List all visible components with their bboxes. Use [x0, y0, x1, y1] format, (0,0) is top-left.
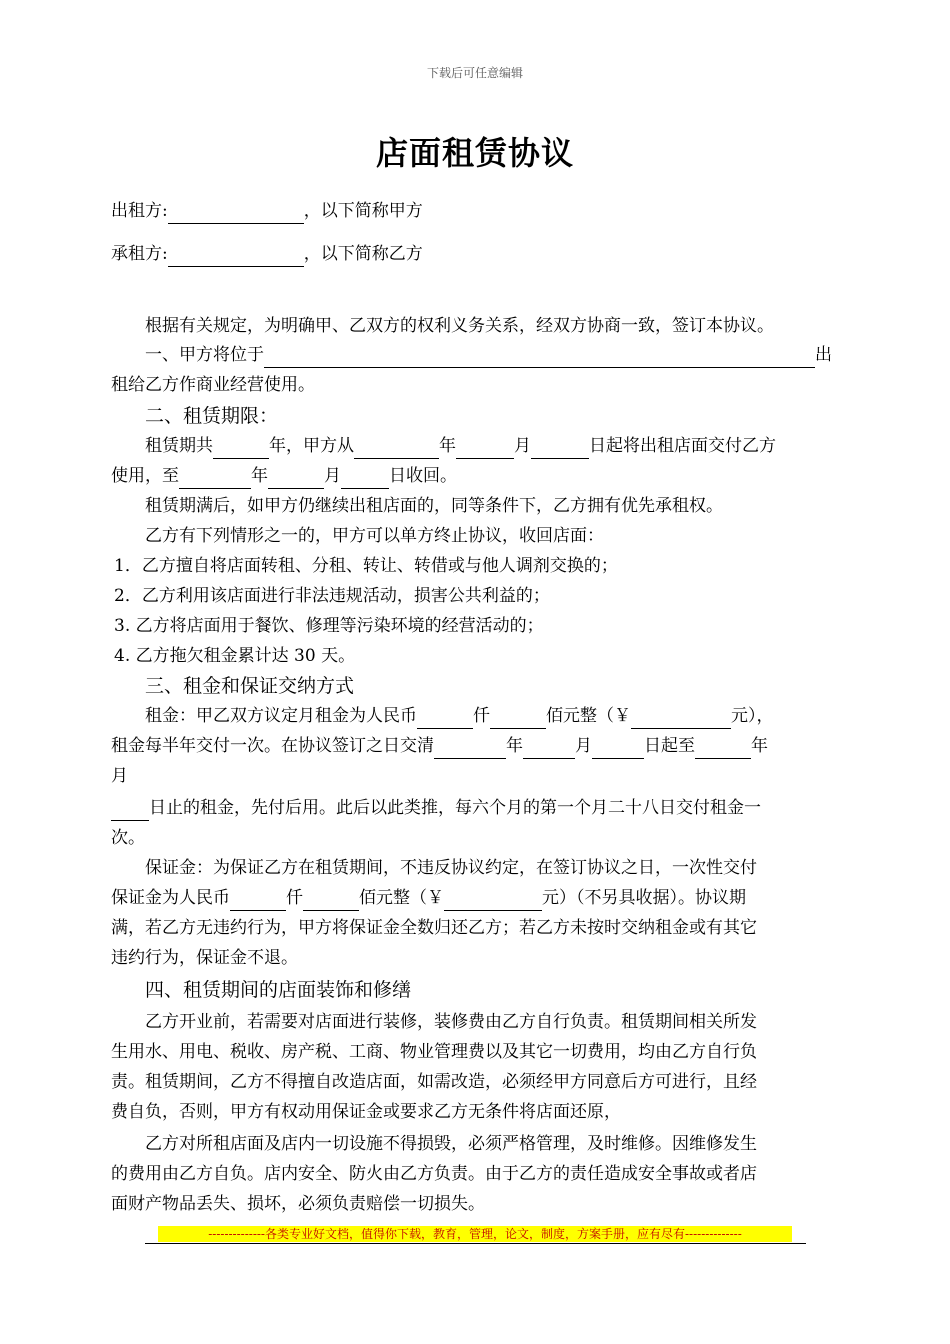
termination-item: 4. 乙方拖欠租金累计达 30 天。: [114, 646, 356, 666]
section4-heading: 四、租赁期间的店面装饰和修缮: [145, 979, 412, 1001]
renovation-line1: 乙方开业前，若需要对店面进行装修，装修费由乙方自行负责。租赁期间相关所发: [145, 1012, 757, 1032]
renovation-line2: 生用水、用电、税收、房产税、工商、物业管理费以及其它一切费用，均由乙方自行负: [111, 1042, 757, 1062]
lessor-suffix: ，以下简称甲方: [303, 201, 423, 221]
rent-text: 月: [575, 736, 592, 756]
rent-text: 租金：甲乙双方议定月租金为人民币: [145, 706, 417, 726]
header-note: 下载后可任意编辑: [426, 66, 523, 80]
end-day-blank[interactable]: [341, 468, 389, 489]
end-month-blank[interactable]: [268, 468, 324, 489]
termination-item: 3. 乙方将店面用于餐饮、修理等污染环境的经营活动的；: [114, 616, 544, 636]
termination-item: 2．乙方利用该店面进行非法违规活动，损害公共利益的；: [114, 586, 550, 606]
lessee-label: 承租方:: [111, 244, 168, 264]
rent-month-blank[interactable]: [523, 738, 575, 759]
section1-line: [145, 342, 832, 368]
section1-continuation: 租给乙方作商业经营使用。: [111, 375, 315, 395]
maintenance-line3: 面财产物品丢失、损坏，必须负责赔偿一切损失。: [111, 1194, 485, 1214]
intro-paragraph: 根据有关规定，为明确甲、乙双方的权利义务关系，经双方协商一致，签订本协议。: [145, 316, 774, 336]
rent-year-blank[interactable]: [434, 738, 506, 759]
deposit-thousands-blank[interactable]: [230, 890, 286, 911]
renovation-line4: 费自负，否则，甲方有权动用保证金或要求乙方无条件将店面还原，: [111, 1102, 621, 1122]
rent-line5: 次。: [111, 828, 145, 848]
section1-prefix: 一、甲方将位于: [145, 345, 264, 365]
lease-term-line1: [145, 433, 776, 459]
section2-heading: 二、租赁期限：: [145, 405, 279, 427]
rent-amount-blank[interactable]: [631, 708, 731, 729]
term-years-blank[interactable]: [213, 438, 269, 459]
footer-divider: [145, 1243, 806, 1244]
rent-hundreds-blank[interactable]: [490, 708, 546, 729]
term-text: 日起将出租店面交付乙方: [589, 436, 776, 456]
deposit-text: 元）（不另具收据）。协议期: [542, 888, 746, 908]
rent-line1: [145, 703, 774, 729]
end-year-blank[interactable]: [179, 468, 251, 489]
term-text: 租赁期共: [145, 436, 213, 456]
rent-text: 年: [751, 736, 768, 756]
start-month-blank[interactable]: [456, 438, 514, 459]
lessee-name-blank[interactable]: [168, 246, 304, 267]
term-text: 月: [514, 436, 531, 456]
rent-thousands-blank[interactable]: [417, 708, 473, 729]
deposit-line2: [111, 885, 746, 911]
termination-item: 1．乙方擅自将店面转租、分租、转让、转借或与他人调剂交换的；: [114, 556, 618, 576]
lessor-name-blank[interactable]: [168, 203, 304, 224]
priority-lease-paragraph: 租赁期满后，如甲方仍继续出租店面的，同等条件下，乙方拥有优先承租权。: [145, 496, 723, 516]
term-text: 使用，至: [111, 466, 179, 486]
lessor-label: 出租方:: [111, 201, 168, 221]
document-title: 店面租赁协议: [375, 134, 574, 172]
deposit-line1: 保证金：为保证乙方在租赁期间，不违反协议约定，在签订协议之日，一次性交付: [145, 858, 757, 878]
deposit-line3: 满，若乙方无违约行为，甲方将保证金全数归还乙方；若乙方未按时交纳租金或有其它: [111, 918, 757, 938]
deposit-text: 仟: [286, 888, 303, 908]
maintenance-line1: 乙方对所租店面及店内一切设施不得损毁，必须严格管理，及时维修。因维修发生: [145, 1134, 757, 1154]
lessor-line: [111, 198, 423, 224]
rent-text: 佰元整（￥: [546, 706, 631, 726]
renovation-line3: 责。租赁期间，乙方不得擅自改造店面，如需改造，必须经甲方同意后方可进行，且经: [111, 1072, 757, 1092]
start-year-blank[interactable]: [354, 438, 439, 459]
rent-day-blank[interactable]: [592, 738, 644, 759]
rent-line3: 月: [111, 766, 128, 786]
rent-text: 元），: [731, 706, 774, 726]
rent-text: 日起至: [644, 736, 695, 756]
term-text: 年: [439, 436, 456, 456]
rent-text: 仟: [473, 706, 490, 726]
deposit-text: 佰元整（￥: [359, 888, 444, 908]
maintenance-line2: 的费用由乙方自负。店内安全、防火由乙方负责。由于乙方的责任造成安全事故或者店: [111, 1164, 757, 1184]
lessee-suffix: ，以下简称乙方: [303, 244, 423, 264]
deposit-hundreds-blank[interactable]: [303, 890, 359, 911]
deposit-text: 保证金为人民币: [111, 888, 230, 908]
termination-intro: 乙方有下列情形之一的，甲方可以单方终止协议，收回店面：: [145, 526, 604, 546]
rent-to-day-blank[interactable]: [111, 800, 149, 821]
term-text: 月: [324, 466, 341, 486]
rent-text: 租金每半年交付一次。在协议签订之日交清: [111, 736, 434, 756]
term-text: 年: [251, 466, 268, 486]
deposit-line4: 违约行为，保证金不退。: [111, 948, 298, 968]
section3-heading: 三、租金和保证交纳方式: [145, 675, 355, 697]
lessee-line: [111, 241, 423, 267]
section1-suffix: 出: [815, 345, 832, 365]
term-text: 年，甲方从: [269, 436, 354, 456]
rent-line2: [111, 733, 768, 759]
rent-text: 日止的租金，先付后用。此后以此类推，每六个月的第一个月二十八日交付租金一: [149, 798, 761, 818]
footer-banner: --------------各类专业好文档，值得你下载，教育，管理，论文，制度，方案手册，应有尽有--------------: [158, 1226, 792, 1242]
start-day-blank[interactable]: [531, 438, 589, 459]
shop-location-blank[interactable]: [264, 347, 815, 368]
rent-to-year-blank[interactable]: [695, 738, 751, 759]
term-text: 日收回。: [389, 466, 457, 486]
deposit-amount-blank[interactable]: [444, 890, 542, 911]
rent-text: 年: [506, 736, 523, 756]
rent-line4: [111, 795, 761, 821]
lease-term-line2: [111, 463, 457, 489]
